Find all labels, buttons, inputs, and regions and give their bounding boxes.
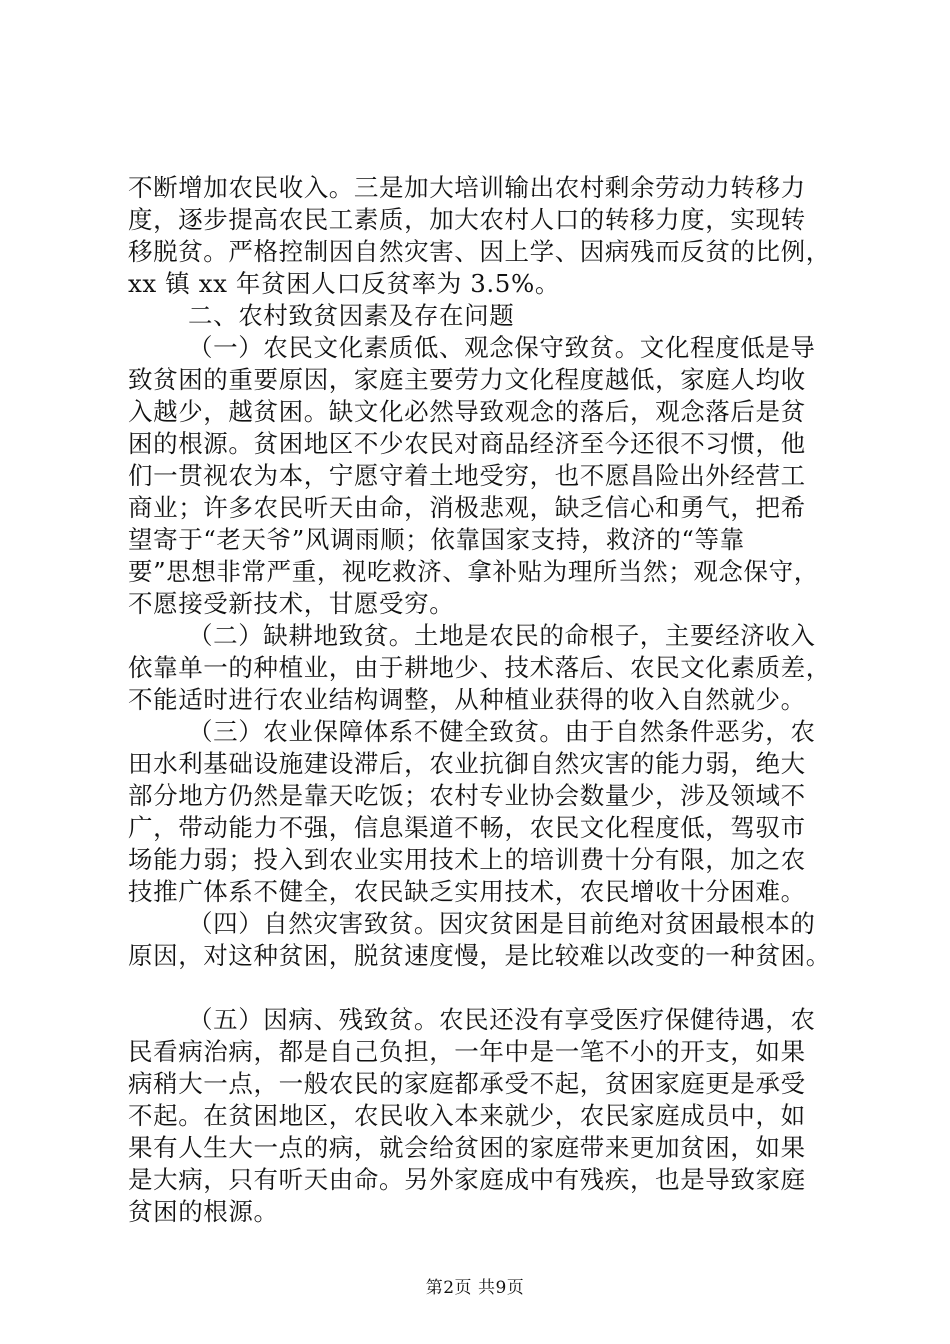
text-line: 民看病治病，都是自己负担，一年中是一笔不小的开支，如果: [128, 1037, 806, 1066]
text-line: 不起。在贫困地区，农民收入本来就少，农民家庭成员中，如: [128, 1101, 806, 1130]
text-line: 原因，对这种贫困，脱贫速度慢，是比较难以改变的一种贫困。: [128, 941, 831, 970]
text-line: xx 镇 xx 年贫困人口反贫率为 3.5%。: [128, 269, 560, 298]
text-line: 技推广体系不健全，农民缺乏实用技术，农民增收十分困难。: [128, 877, 806, 906]
text-line: 依靠单一的种植业，由于耕地少、技术落后、农民文化素质差，: [128, 653, 831, 682]
text-line: （五）因病、残致贫。农民还没有享受医疗保健待遇，农: [188, 1005, 816, 1034]
text-line: 移脱贫。严格控制因自然灾害、因上学、因病残而反贫的比例，: [128, 237, 831, 266]
text-line: 二、农村致贫因素及存在问题: [188, 301, 515, 330]
text-line: 不能适时进行农业结构调整，从种植业获得的收入自然就少。: [128, 685, 806, 714]
text-line: 们一贯视农为本，宁愿守着土地受穷，也不愿昌险出外经营工: [128, 461, 806, 490]
text-line: 不愿接受新技术，甘愿受穷。: [128, 589, 455, 618]
text-line: 不断增加农民收入。三是加大培训输出农村剩余劳动力转移力: [128, 173, 806, 202]
text-line: 果有人生大一点的病，就会给贫困的家庭带来更加贫困，如果: [128, 1133, 806, 1162]
text-line: 广，带动能力不强，信息渠道不畅，农民文化程度低，驾驭市: [128, 813, 806, 842]
text-line: 病稍大一点，一般农民的家庭都承受不起，贫困家庭更是承受: [128, 1069, 806, 1098]
text-line: 场能力弱；投入到农业实用技术上的培训费十分有限，加之农: [128, 845, 806, 874]
paragraph-p-5: [128, 1004, 848, 1228]
text-line: 要”思想非常严重，视吃救济、拿补贴为理所当然；观念保守，: [128, 557, 819, 586]
text-line: （四）自然灾害致贫。因灾贫困是目前绝对贫困最根本的: [188, 909, 816, 938]
paragraph-p-2: [128, 620, 848, 716]
text-line: 贫困的根源。: [128, 1197, 279, 1226]
text-line: （三）农业保障体系不健全致贫。由于自然条件恶劣，农: [188, 717, 816, 746]
text-line: 致贫困的重要原因，家庭主要劳力文化程度越低，家庭人均收: [128, 365, 806, 394]
document-body: [128, 172, 848, 1228]
paragraph-p-3: [128, 716, 848, 908]
paragraph-p-intro: [128, 172, 848, 300]
text-line: 商业；许多农民听天由命，消极悲观，缺乏信心和勇气，把希: [128, 493, 806, 522]
page-footer: 第2页 共9页: [425, 1278, 525, 1298]
text-line: 田水利基础设施建设滞后，农业抗御自然灾害的能力弱，绝大: [128, 749, 806, 778]
paragraph-p-1: [128, 332, 848, 620]
text-line: 部分地方仍然是靠天吃饭；农村专业协会数量少，涉及领域不: [128, 781, 806, 810]
text-line: 度，逐步提高农民工素质，加大农村人口的转移力度，实现转: [128, 205, 806, 234]
text-line: 入越少，越贫困。缺文化必然导致观念的落后，观念落后是贫: [128, 397, 806, 426]
text-line: （一）农民文化素质低、观念保守致贫。文化程度低是导: [188, 333, 816, 362]
paragraph-p-4: [128, 908, 848, 972]
paragraph-gap: [128, 972, 848, 1004]
paragraph-p-heading: [128, 300, 848, 332]
text-line: 困的根源。贫困地区不少农民对商品经济至今还很不习惯，他: [128, 429, 806, 458]
text-line: 望寄于“老天爷”风调雨顺；依靠国家支持，救济的“等靠: [128, 525, 745, 554]
text-line: 是大病，只有听天由命。另外家庭成中有残疾，也是导致家庭: [128, 1165, 806, 1194]
text-line: （二）缺耕地致贫。土地是农民的命根子，主要经济收入: [188, 621, 816, 650]
